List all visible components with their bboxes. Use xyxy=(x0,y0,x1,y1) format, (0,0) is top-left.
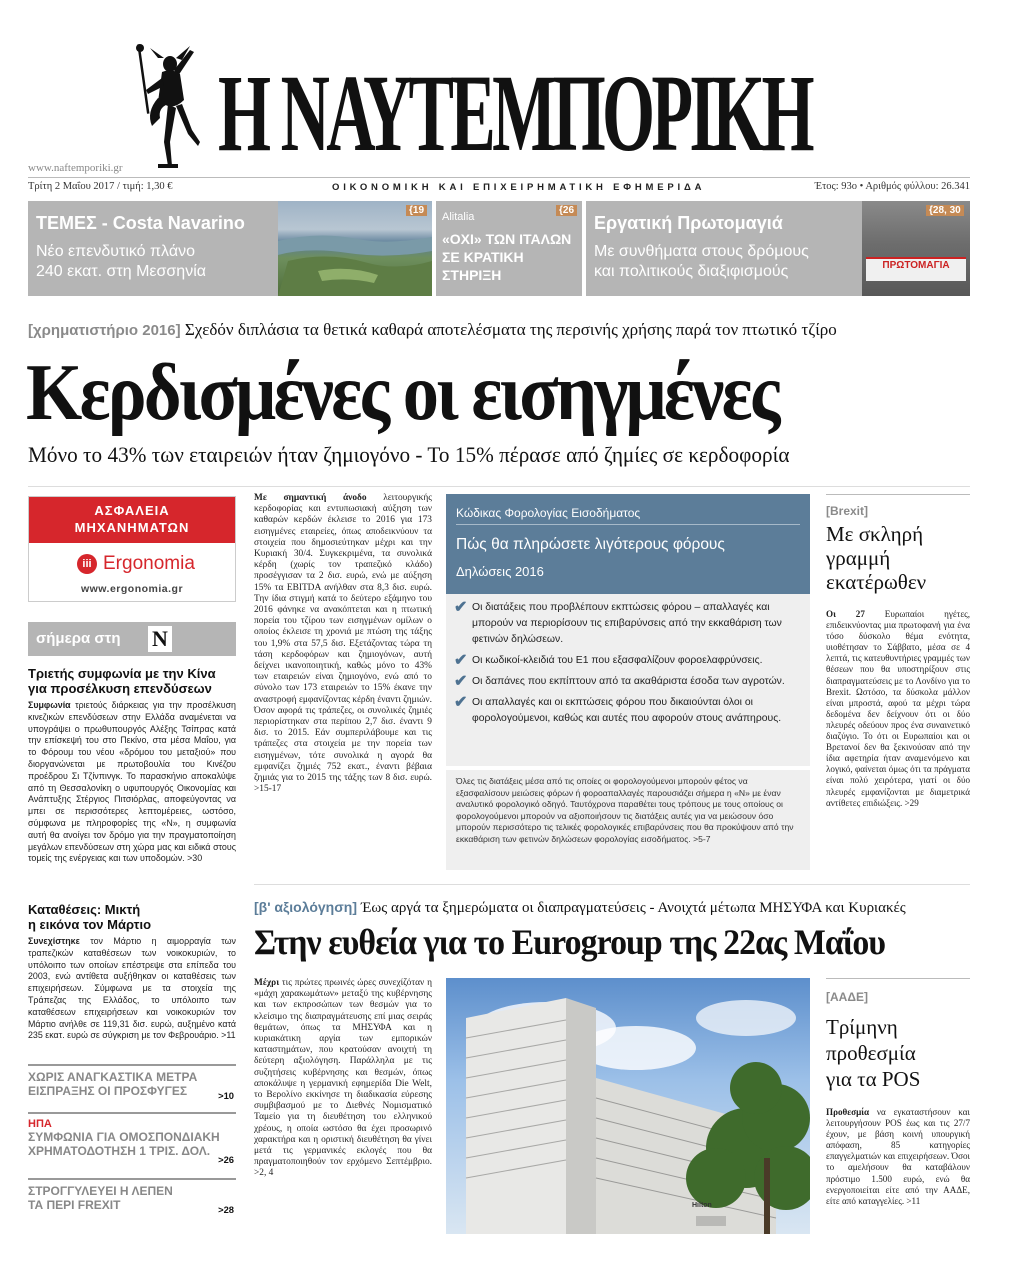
eurogroup-top-rule xyxy=(254,884,970,885)
tax-bullet-text: Οι δαπάνες που εκπίπτουν από τα ακαθάριστα έσοδα των αγροτών. xyxy=(472,676,785,687)
tax-box-header xyxy=(446,494,810,594)
brief-line: ΤΑ ΠΕΡΙ FREXIT xyxy=(28,1198,121,1212)
eurogroup-kicker: [β' αξιολόγηση] xyxy=(254,899,358,915)
brief-page-ref: >10 xyxy=(218,1090,234,1101)
lead-headline[interactable]: Κερδισμένες οι εισηγμένες xyxy=(26,349,778,437)
aade-title-line: Τρίμηνη xyxy=(826,1015,898,1039)
check-icon: ✔ xyxy=(454,599,468,616)
lead-subhead: Μόνο το 43% των εταιρειών ήταν ζημιογόνο - Το 15% πέρασε από ζημίες σε κερδοφορία xyxy=(28,442,790,467)
tax-kicker-rule xyxy=(456,524,800,525)
page-tag: {28, 30 xyxy=(926,205,964,216)
ad-line: ΑΣΦΑΛΕΙΑ xyxy=(94,503,170,518)
article-title[interactable]: Τριετής συμφωνία με την Κίνα xyxy=(28,666,216,681)
eurogroup-body-text: τις πρώτες πρωινές ώρες συνεχίζόταν η «μάχη χαρακωμάτων» μεταξύ της κυβέρνησης και των εκπροσώπων των θεσμών για το κλείσιμο της διαπραγμάτευσης επί μιας σειράς θεμάτων, όπως τα ΜΗΣΥΦΑ και η κυριακάτικη αργία των εμπορικών καταστημάτων, που κρατούσαν ανοιχτή τη δεύτερη αξιολόγηση. Παράλληλα με τις συζητήσεις κυβέρνησης και θεσμών, όπως αποκάλυψε η γερμανική εφημερίδα Die Welt, το Βερολίνο εκκίνησε τη διαδικασία εύρεσης συμβιβασμού με το Διεθνές Νομισματικό Ταμείο για τη διευθέτηση του ελληνικού χρέους, η οποία ωστόσο θα έχει προσωρινό χαρακτήρα και η οριστική διευθέτηση θα γίνει μετά τις γερμανικές εκλογές που θα πραγματοποιηθούν τον ερχόμενο Σεπτέμβριο. >2, 4 xyxy=(254,978,432,1179)
brief-line: ΧΩΡΙΣ ΑΝΑΓΚΑΣΤΙΚΑ ΜΕΤΡΑ xyxy=(28,1070,198,1084)
tax-bullet-text: Οι διατάξεις που προβλέπουν εκπτώσεις φόρου – απαλλαγές και μπορούν να περιορίσουν τις επιβαρύνσεις από την εκκαθάριση των φετινών δηλώσεων. xyxy=(472,602,782,645)
brief-page-ref: >28 xyxy=(218,1204,234,1215)
lead-body-lead: Με σημαντική άνοδο xyxy=(254,493,367,503)
promo-subtitle: 240 εκατ. στη Μεσσηνία xyxy=(36,263,206,280)
issue-date-price: Τρίτη 2 Μαΐου 2017 / τιμή: 1,30 € xyxy=(28,181,173,192)
tax-box-divider xyxy=(446,766,810,770)
ergonomia-ad[interactable] xyxy=(28,496,236,602)
tax-bullet xyxy=(454,653,804,669)
check-icon: ✔ xyxy=(454,652,468,669)
brief-line: ΣΥΜΦΩΝΙΑ ΓΙΑ ΟΜΟΣΠΟΝΔΙΑΚΗ xyxy=(28,1130,220,1144)
section-rule xyxy=(28,486,970,487)
lead-kicker-text: Σχεδόν διπλάσια τα θετικά καθαρά αποτελέσματα της περσινής χρήσης παρά τον πτωτικό τζίρο xyxy=(184,320,837,339)
brief-item[interactable] xyxy=(28,1184,236,1218)
check-icon: ✔ xyxy=(454,694,468,711)
brexit-kicker: [Brexit] xyxy=(826,504,869,518)
eurogroup-kicker-line xyxy=(254,898,906,917)
banner-text: ΠΡΩΤΟΜΑΓΙΑ xyxy=(882,260,950,271)
article-lead: Συνεχίστηκε xyxy=(28,936,80,946)
brief-line: ΧΡΗΜΑΤΟΔΟΤΗΣΗ 1 ΤΡΙΣ. ΔΟΛ. xyxy=(28,1144,211,1158)
aade-top-rule xyxy=(826,978,970,979)
brexit-title-line: γραμμή xyxy=(826,546,891,570)
brexit-top-rule xyxy=(826,494,970,495)
ad-url[interactable]: www.ergonomia.gr xyxy=(80,583,184,595)
aade-body xyxy=(826,1107,970,1207)
brief-item[interactable] xyxy=(28,1070,236,1104)
article-body xyxy=(28,936,236,1042)
hotel-photo xyxy=(446,978,810,1234)
brexit-body-lead: Οι 27 xyxy=(826,609,865,619)
eurogroup-body xyxy=(254,978,432,1180)
page-tag: {26 xyxy=(556,205,577,216)
issue-number: Έτος: 93ο • Αριθμός φύλλου: 26.341 xyxy=(814,181,970,192)
website-url[interactable]: www.naftemporiki.gr xyxy=(28,162,123,174)
article-title[interactable]: η εικόνα τον Μάρτιο xyxy=(28,917,152,932)
tax-kicker: Κώδικας Φορολογίας Εισοδήματος xyxy=(456,506,641,520)
masthead-rule xyxy=(28,177,970,178)
tax-bullet-text: Οι απαλλαγές και οι εκπτώσεις φόρου που δικαιούνται όλοι οι φορολογούμενοι, καθώς και αυτές που αφορούν στους ανάπηρους. xyxy=(472,697,782,724)
tax-title: Πώς θα πληρώσετε λιγότερους φόρους xyxy=(456,536,725,553)
aade-title-line: προθεσμία xyxy=(826,1041,916,1065)
aade-kicker: [ΑΑΔΕ] xyxy=(826,990,868,1004)
promo-title: ΣΤΗΡΙΞΗ xyxy=(442,267,502,283)
brief-page-ref: >26 xyxy=(218,1154,234,1165)
article-body xyxy=(28,700,236,865)
tax-footer: Όλες τις διατάξεις μέσα από τις οποίες οι φορολογούμενοι μπορούν φέτος να εξασφαλίσουν μειώσεις φόρων ή φοροαπαλλαγές παρουσιάζει σήμερα η «Ν» με έναν αναλυτικό φορολογικό οδηγό. Ταυτόχρονα παραθέτει τους τρόπους με τους οποίους οι φορολογούμενοι μπορούν να αξιοποιήσουν τις διατάξεις αυτές για να μειώσουν όσο μπορούν περισσότερο τις τελικές φορολογικές επιβαρύνσεις που θα προκύψουν από την εκκαθάριση των φετινών δηλώσεων φορολογίας εισοδήματος. >5-7 xyxy=(456,776,794,844)
eurogroup-body-lead: Μέχρι xyxy=(254,978,280,988)
aade-title[interactable] xyxy=(826,1014,920,1092)
brief-line: ΕΙΣΠΡΑΞΗΣ ΟΙ ΠΡΟΣΦΥΓΕΣ xyxy=(28,1084,188,1098)
promo-subtitle: Με συνθήματα στους δρόμους xyxy=(594,243,809,260)
promo-subtitle: Νέο επενδυτικό πλάνο xyxy=(36,243,195,260)
check-icon: ✔ xyxy=(454,673,468,690)
ergonomia-logo-icon: iii xyxy=(77,554,97,574)
tax-subtitle: Δηλώσεις 2016 xyxy=(456,564,544,579)
lead-body xyxy=(254,493,432,795)
tax-bullet xyxy=(454,674,804,690)
tax-guide-box[interactable] xyxy=(446,494,810,870)
n-logo-icon: Ν xyxy=(148,626,172,652)
promo-title: ΤΕΜΕΣ - Costa Navarino xyxy=(36,213,245,233)
masthead-title[interactable]: Η ΝΑΥΤΕΜΠΟΡΙΚΗ xyxy=(218,52,811,174)
page-tag: {19 xyxy=(406,205,427,216)
left-article-deposits xyxy=(28,902,236,1042)
brexit-title-line: Με σκληρή xyxy=(826,522,924,546)
hilton-building-icon xyxy=(446,978,810,1234)
promo-subtitle: και πολιτικούς διαξιφισμούς xyxy=(594,263,789,280)
tax-bullets xyxy=(454,600,804,732)
brief-rule xyxy=(28,1178,236,1180)
ad-brand: Ergonomia xyxy=(103,553,195,574)
brexit-title-line: εκατέρωθεν xyxy=(826,570,927,594)
brexit-title[interactable] xyxy=(826,522,926,594)
promo-brand: Alitalia xyxy=(442,211,475,223)
tax-bullet xyxy=(454,600,804,648)
brief-line: ΣΤΡΟΓΓΥΛΕΥΕΙ Η ΛΕΠΕΝ xyxy=(28,1184,173,1198)
brief-rule xyxy=(28,1064,236,1066)
article-title[interactable]: Καταθέσεις: Μικτή xyxy=(28,902,141,917)
today-label: σήμερα στη xyxy=(36,630,121,647)
promo-title: Εργατική Πρωτομαγιά xyxy=(594,213,783,233)
promo-title: «ΟΧΙ» ΤΩΝ ΙΤΑΛΩΝ xyxy=(442,231,572,247)
brexit-body-text: Ευρωπαίοι ηγέτες, επιδεικνύοντας μια πρωτοφανή για ένα τόσο δύσκολο θέμα ενότητα, υιοθέτησαν το Σάββατο, μέσα σε 4 λεπτά, τις κατευθυντήριες γραμμές των θέσεων που θα υποστηρίξουν στις διαπραγματεύσεις με το Λονδίνο για το Brexit. Ωστόσο, τα δύσκολα μάλλον είναι μπροστά, αφού τα μέχρι τώρα δεδομένα δεν δείχνουν ότι οι δύο πλευρές οδεύουν προς ένα συναινετικό διαζύγιο. Το ότι οι Ευρωπαίοι και οι Βρετανοί δεν θα ξεκινούσαν από την ίδια αφετηρία ήταν αναμενόμενο και λογικό, φαίνεται όμως ότι τα πράγματα είναι πολύ χειρότερα, γιατί οι δύο πλευρές εμφανίζονται με διαμετρικά αντίθετες επιδιώξεις. >29 xyxy=(826,609,971,808)
hotel-sign: Hilton xyxy=(692,1202,712,1209)
masthead-tagline: ΟΙΚΟΝΟΜΙΚΗ ΚΑΙ ΕΠΙΧΕΙΡΗΜΑΤΙΚΗ ΕΦΗΜΕΡΙΔΑ xyxy=(332,182,706,193)
promo-alitalia[interactable] xyxy=(436,201,582,296)
tax-bullet xyxy=(454,695,804,727)
lead-body-text: λειτουργικής κερδοφορίας και εντυπωσιακή αύξηση των καθαρών κερδών έκλεισε το 2016 για 173 εισηγμένες εταιρείες, όπως αποδεικνύουν τα στοιχεία που δημοσιεύτηκαν μέχρι και την Κυριακή 30/4. Συγκεκριμένα, τα συνολικά κέρδη (χωρίς τον τραπεζικό κλάδο) προσέγγισαν τα 2 δισ. ευρώ, ενώ με αύξηση 15% τα EBITDA ανήλθαν στα 8,3 δισ. ευρώ. Την ίδια στιγμή κατά το δεύτερο εξάμηνο του 2016 φάνηκε να ανακόπτεται και η πτωτική πορεία του τζίρου των εισηγμένων ομίλων ο οποίος έκλεισε τη χρονιά με πτώση της τάξης του 1,9% στα 57,5 δισ. Εξετάζοντας τώρα τη τάση κερδοφόρων και ζημιογόνων, αυτή δείχνει ικανοποιητική, καθώς μόνο το 43% των εταιρειών είναι ζημιογόνο, ενώ από το σύνολο των 173 εταιρειών το 15% έκανε την αναστροφή εμφανίζοντας κέρδη έναντι ζημιών. Όσον αφορά τις τράπεζες, οι συνολικές ζημιές περιορίστηκαν στα περίπου 2,7 δισ. έναντι 9 δισ. το 2015. Εάν συμπεριλάβουμε και τις τράπεζες στα στοιχεία με την πορεία των εισηγμένων, τότε συνολικά η αγορά θα εμφανίζει ζημιές 752 εκατ., έναντι βέβαια ζημιάς για το 2015 της τάξης των 8 δισ. ευρώ. >15-17 xyxy=(254,493,432,795)
ad-line: ΜΗΧΑΝΗΜΑΤΩΝ xyxy=(74,520,190,535)
promo-protomagia[interactable] xyxy=(586,201,970,296)
eurogroup-headline[interactable]: Στην ευθεία για το Eurogroup της 22ας Μαΐου xyxy=(254,922,886,962)
promo-title: ΣΕ ΚΡΑΤΙΚΗ xyxy=(442,249,524,265)
hermes-logo xyxy=(128,42,208,170)
tax-bullet-text: Οι κωδικοί-κλειδιά του Ε1 που εξασφαλίζουν φοροελαφρύνσεις. xyxy=(472,655,763,666)
brief-kicker: ΗΠΑ xyxy=(28,1118,52,1130)
protest-banner xyxy=(866,257,966,281)
brexit-body xyxy=(826,609,970,809)
today-in-n-box xyxy=(28,622,236,656)
left-article-china xyxy=(28,666,236,865)
article-text: τον Μάρτιο η αιμορραγία των τραπεζικών καταθέσεων των νοικοκυριών, το υπόλοιπο των οποίων επέστρεψε στα επίπεδα του 2003, ενώ αντίθετα αυξήθηκαν οι καταθέσεις των επιχειρήσεων. Σύμφωνα με τα στοιχεία της Τράπεζας της Ελλάδος, το υπόλοιπο των καταθέσεων επιχειρήσεων και νοικοκυριών τον Μάρτιο ανήλθε σε 119,31 δισ. ευρώ, αυξημένο κατά 235 εκατ. ευρώ σε σύγκριση με τον Φεβρουάριο. >11 xyxy=(28,936,236,1041)
article-title[interactable]: για προσέλκυση επενδύσεων xyxy=(28,681,212,696)
hermes-figure-icon xyxy=(128,42,208,170)
brief-item[interactable] xyxy=(28,1118,236,1170)
brief-rule xyxy=(28,1112,236,1114)
lead-kicker-line xyxy=(28,320,837,341)
aade-body-lead: Προθεσμία xyxy=(826,1107,870,1117)
eurogroup-kicker-text: Έως αργά τα ξημερώματα οι διαπραγματεύσεις - Ανοιχτά μέτωπα ΜΗΣΥΦΑ και Κυριακές xyxy=(361,900,906,916)
aade-title-line: για τα POS xyxy=(826,1067,921,1091)
article-text: τριετούς διάρκειας για την προσέλκυση κινεζικών επενδύσεων στην Ελλάδα αναμένεται να υπογράψει ο πρωθυπουργός Αλέξης Τσίπρας κατά την επίσκεψή του στο Πεκίνο, στα μέσα Μαΐου, για το Φόρουμ του νέου «δρόμου του μεταξιού» που διοργανώνεται με πρωτοβουλία του Κινέζου προέδρου Σι Τζίνπινγκ. Το παρασκήνιο αποκαλύψε από τη Θεσσαλονίκη ο υφυπουργός Οικονομίας και Ανάπτυξης Στέργιος Πιτσιόρλας, αποφεύγοντας να μπει σε περισσότερες λεπτομέρειες, ωστόσο, σύμφωνα με πληροφορίες της «Ν», η συμφωνία αυτή θα ανοίγει τον δρόμο για την πραγματοποίηση μεγάλων επενδύσεων στη χώρα μας και ειδικά στους τομείς της ενέργειας και των υποδομών. >30 xyxy=(28,700,236,864)
promo-costa-navarino[interactable] xyxy=(28,201,432,296)
article-lead: Συμφωνία xyxy=(28,700,71,710)
lead-kicker: [χρηματιστήριο 2016] xyxy=(28,322,181,339)
aade-body-text: να εγκαταστήσουν και λειτουργήσουν POS έως και τις 27/7 έχουν, με βάση κοινή υπουργική απόφαση, 85 κατηγορίες επαγγελματιών και επιχειρήσεων. Όσοι το αμελήσουν θα καταβάλουν πρόστιμο 1.500 ευρώ, ενώ θα ενεργοποιείται είτε από την ΑΑΔΕ, είτε από καταγγελίες. >11 xyxy=(826,1107,970,1206)
